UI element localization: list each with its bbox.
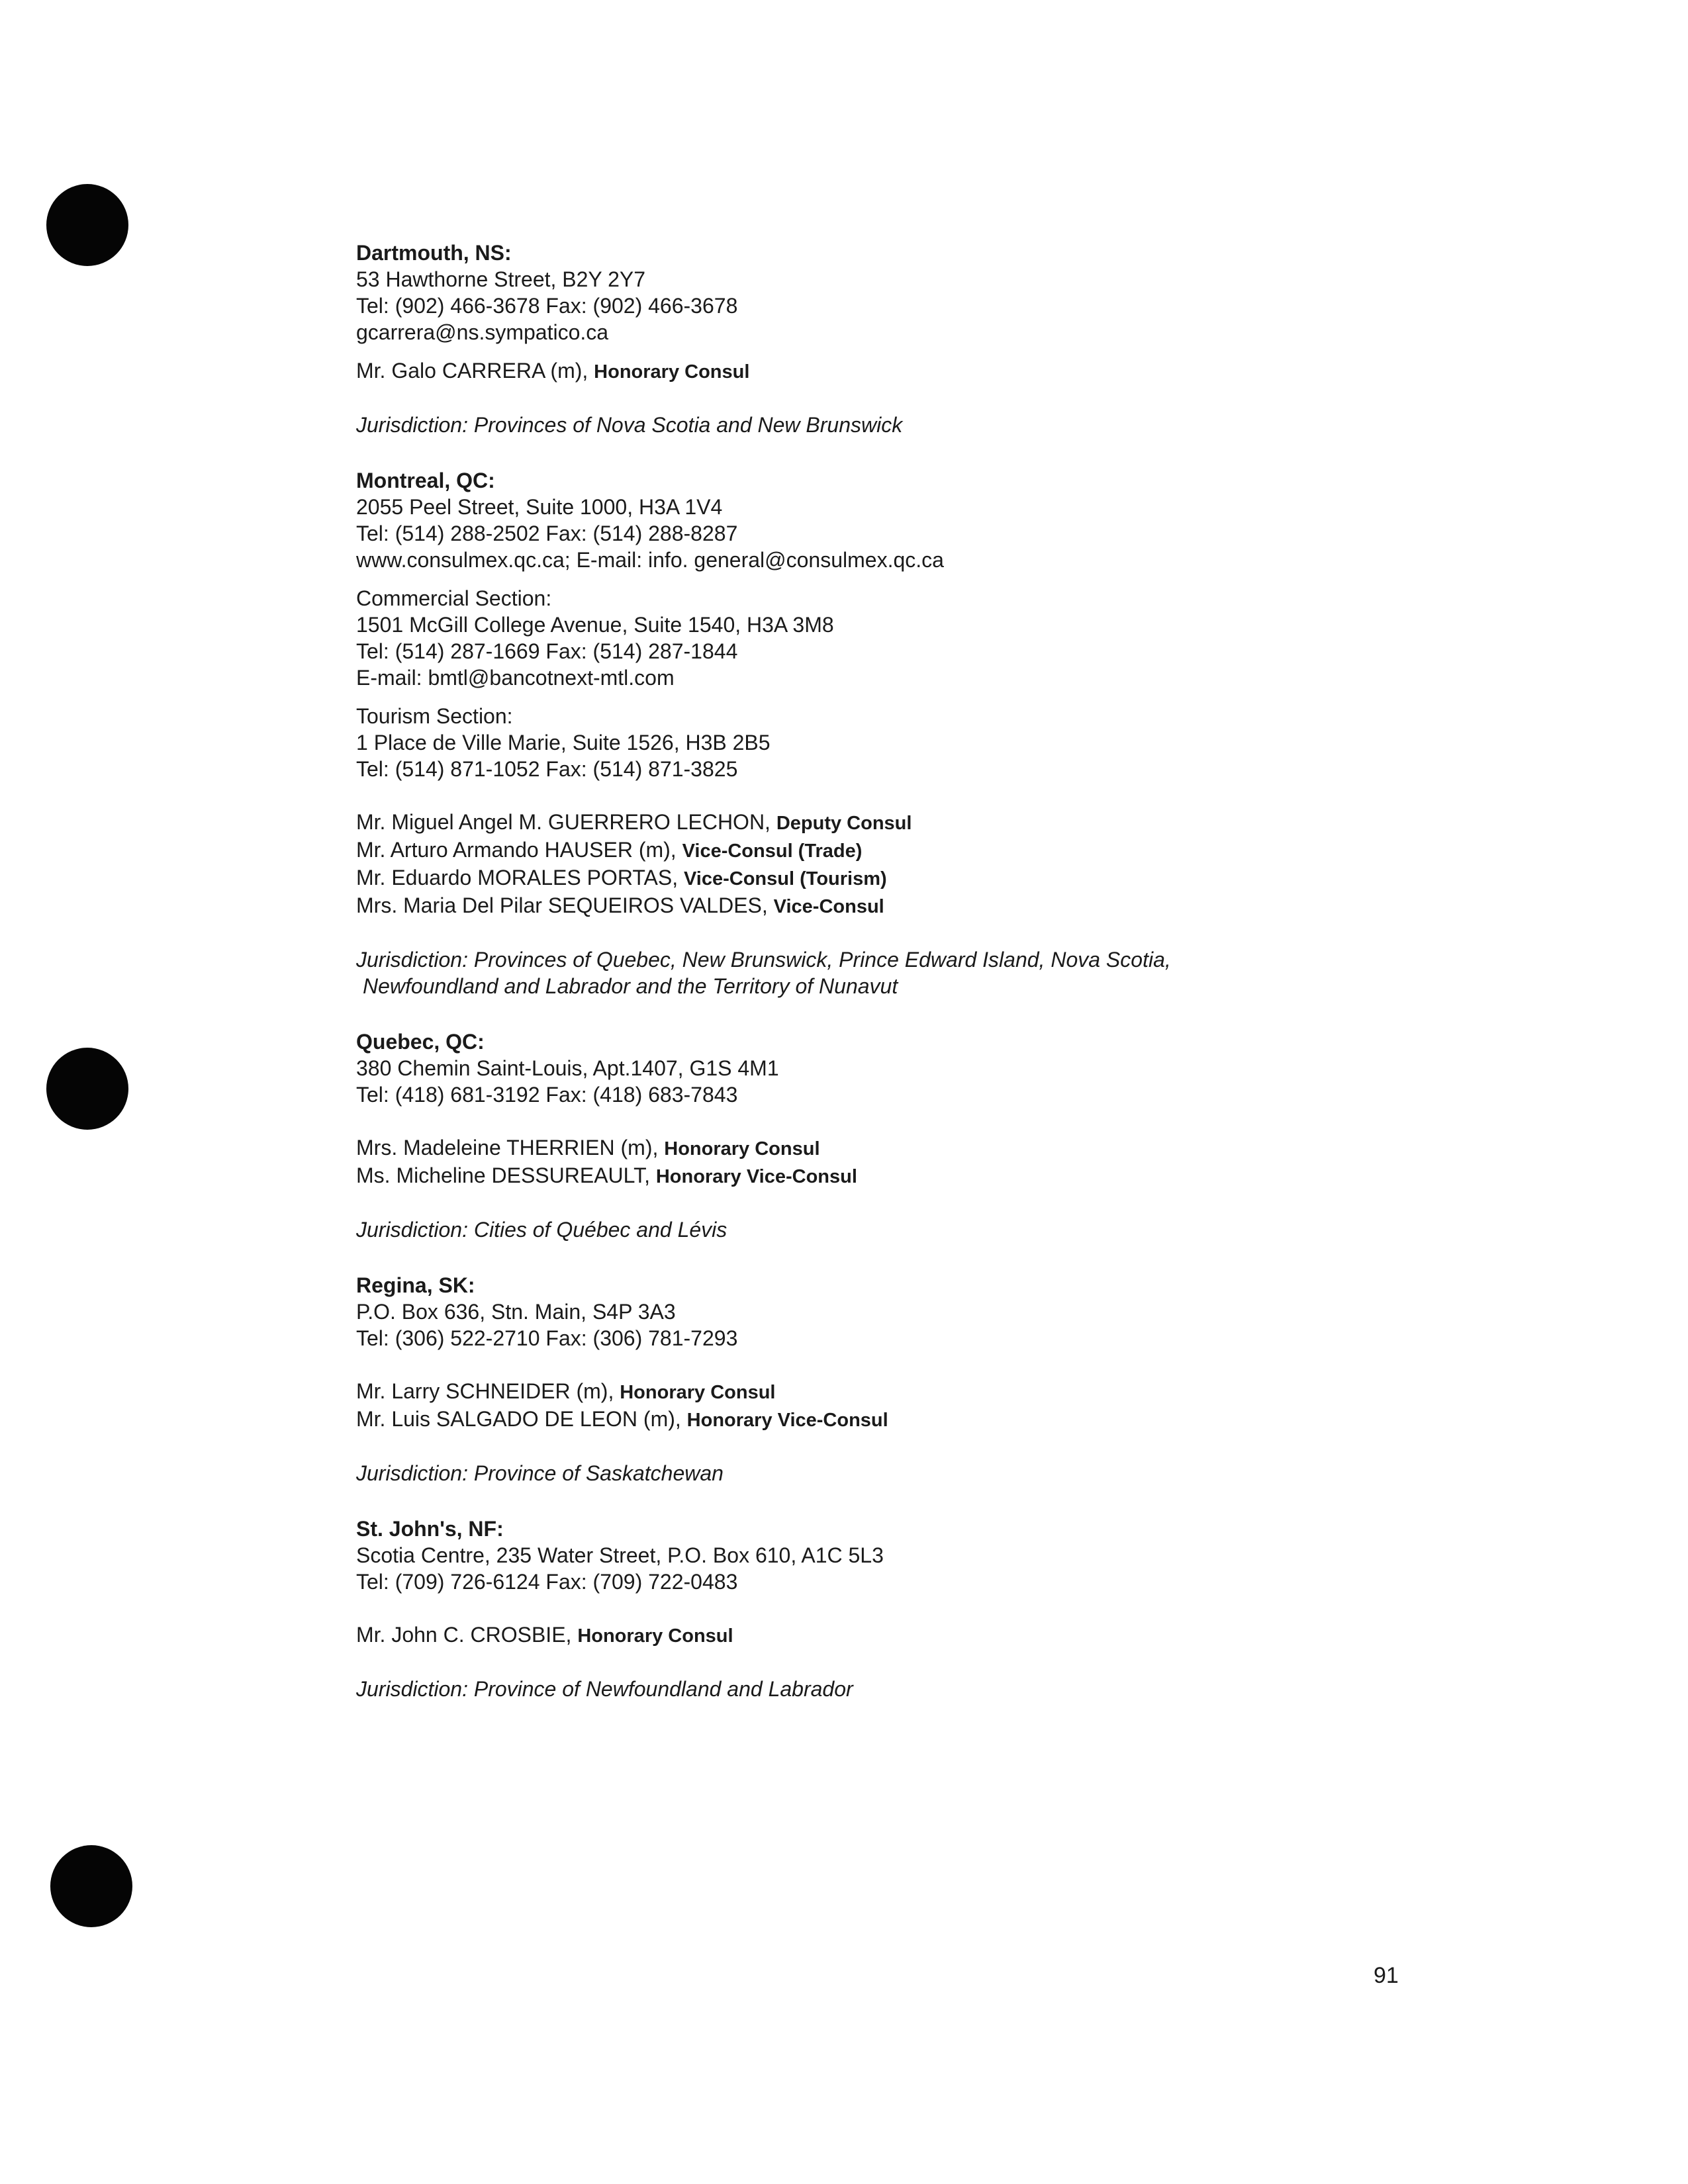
city-heading: St. John's, NF: (356, 1517, 504, 1541)
section-line: Tel: (514) 287-1669 Fax: (514) 287-1844 (356, 639, 738, 663)
page-number: 91 (1374, 1963, 1399, 1988)
address-line: 2055 Peel Street, Suite 1000, H3A 1V4 (356, 495, 723, 519)
phone-line: Tel: (709) 726-6124 Fax: (709) 722-0483 (356, 1570, 738, 1594)
official-name: Mr. John C. CROSBIE, (356, 1623, 572, 1647)
section-line: 1 Place de Ville Marie, Suite 1526, H3B 2B5 (356, 731, 771, 754)
city-heading: Dartmouth, NS: (356, 241, 512, 265)
address-line: 380 Chemin Saint-Louis, Apt.1407, G1S 4M1 (356, 1056, 779, 1080)
official-name: Mr. Luis SALGADO DE LEON (m), (356, 1407, 681, 1431)
consulate-entry-quebec (356, 1028, 1614, 1243)
jurisdiction-text-continued: Newfoundland and Labrador and the Territory of Nunavut (363, 974, 898, 998)
city-heading: Regina, SK: (356, 1273, 475, 1297)
web-line: www.consulmex.qc.ca; E-mail: info. general@consulmex.qc.ca (356, 548, 944, 572)
official-title: Honorary Vice-Consul (655, 1166, 857, 1187)
phone-line: Tel: (514) 288-2502 Fax: (514) 288-8287 (356, 522, 738, 545)
official-line (356, 1406, 1614, 1433)
official-title: Honorary Consul (620, 1382, 776, 1403)
jurisdiction-line: Jurisdiction: Cities of Québec and Lévis (356, 1218, 727, 1242)
phone-line: Tel: (306) 522-2710 Fax: (306) 781-7293 (356, 1326, 738, 1350)
address-line: P.O. Box 636, Stn. Main, S4P 3A3 (356, 1300, 676, 1324)
section-line: 1501 McGill College Avenue, Suite 1540, H3A 3M8 (356, 613, 834, 637)
jurisdiction-text: Jurisdiction: Provinces of Quebec, New Brunswick, Prince Edward Island, Nova Scotia, (356, 948, 1171, 972)
consulate-entry-montreal (356, 467, 1614, 999)
official-name: Mr. Larry SCHNEIDER (m), (356, 1379, 614, 1403)
section-line: Tel: (514) 871-1052 Fax: (514) 871-3825 (356, 757, 738, 781)
jurisdiction-line: Jurisdiction: Province of Newfoundland and Labrador (356, 1677, 853, 1701)
binder-hole (50, 1845, 132, 1927)
official-line (356, 1162, 1614, 1190)
address-line: Scotia Centre, 235 Water Street, P.O. Box 610, A1C 5L3 (356, 1543, 884, 1567)
official-line (356, 1378, 1614, 1406)
official-name: Mr. Galo CARRERA (m), (356, 359, 588, 383)
consulate-entry-st-johns (356, 1516, 1614, 1702)
consulate-entry-regina (356, 1272, 1614, 1486)
official-name: Ms. Micheline DESSUREAULT, (356, 1163, 650, 1187)
binder-hole (46, 1048, 128, 1130)
official-name: Mr. Arturo Armando HAUSER (m), (356, 838, 677, 862)
official-title: Vice-Consul (Tourism) (683, 868, 887, 889)
binder-hole (46, 184, 128, 266)
jurisdiction-line: Jurisdiction: Provinces of Nova Scotia and New Brunswick (356, 413, 903, 437)
phone-line: Tel: (902) 466-3678 Fax: (902) 466-3678 (356, 294, 738, 318)
official-title: Deputy Consul (776, 813, 912, 834)
official-name: Mrs. Madeleine THERRIEN (m), (356, 1136, 659, 1160)
city-heading: Quebec, QC: (356, 1030, 485, 1054)
official-title: Honorary Vice-Consul (686, 1410, 888, 1431)
official-line (356, 357, 1614, 385)
official-title: Vice-Consul (773, 896, 884, 917)
section-label: Commercial Section: (356, 586, 552, 610)
official-title: Honorary Consul (577, 1625, 733, 1647)
section-label: Tourism Section: (356, 704, 513, 728)
phone-line: Tel: (418) 681-3192 Fax: (418) 683-7843 (356, 1083, 738, 1107)
official-title: Vice-Consul (Trade) (682, 841, 863, 862)
city-heading: Montreal, QC: (356, 469, 495, 492)
official-line (356, 1621, 1614, 1649)
email-line: gcarrera@ns.sympatico.ca (356, 320, 609, 344)
official-name: Mr. Miguel Angel M. GUERRERO LECHON, (356, 810, 771, 834)
jurisdiction-line (356, 946, 1614, 999)
section-line: E-mail: bmtl@bancotnext-mtl.com (356, 666, 675, 690)
address-line: 53 Hawthorne Street, B2Y 2Y7 (356, 267, 646, 291)
official-title: Honorary Consul (664, 1138, 820, 1160)
consulate-listing (356, 240, 1614, 1702)
official-name: Mrs. Maria Del Pilar SEQUEIROS VALDES, (356, 893, 768, 917)
official-line (356, 837, 1614, 864)
jurisdiction-line: Jurisdiction: Province of Saskatchewan (356, 1461, 724, 1485)
consulate-entry-dartmouth (356, 240, 1614, 438)
official-line (356, 892, 1614, 920)
official-title: Honorary Consul (594, 361, 750, 383)
official-line (356, 864, 1614, 892)
official-line (356, 809, 1614, 837)
official-line (356, 1134, 1614, 1162)
official-name: Mr. Eduardo MORALES PORTAS, (356, 866, 679, 889)
